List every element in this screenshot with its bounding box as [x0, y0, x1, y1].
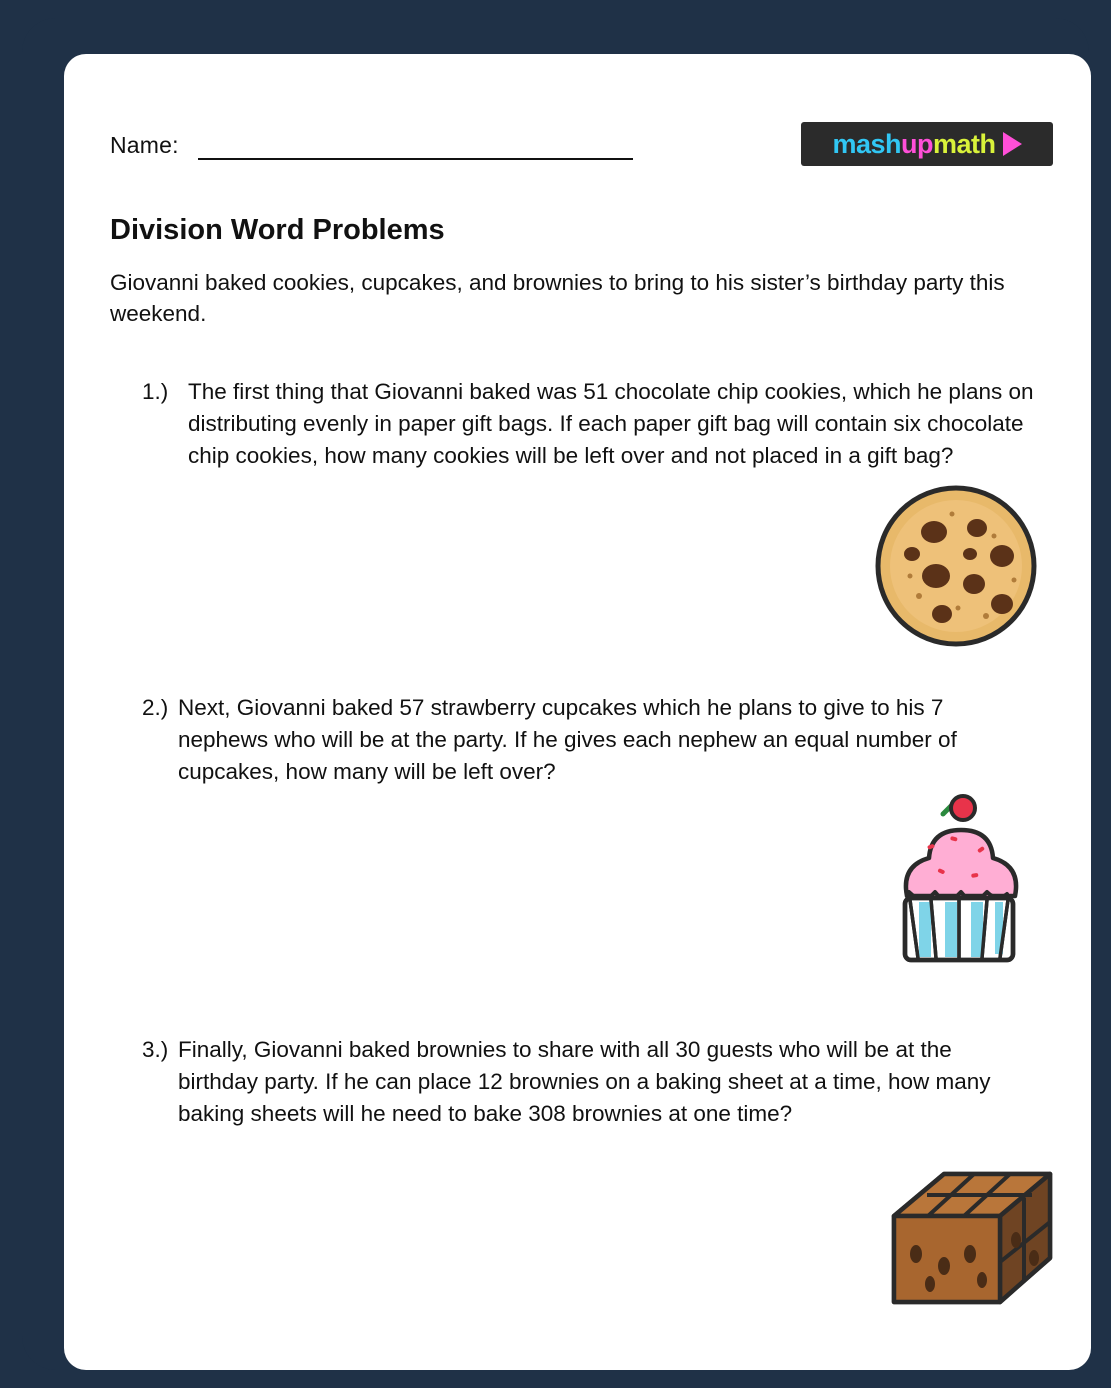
problem-number: 2.) [142, 695, 169, 720]
intro-paragraph: Giovanni baked cookies, cupcakes, and brownies to bring to his sister’s birthday party this weekend. [110, 270, 1005, 327]
page-title: Division Word Problems [110, 214, 445, 246]
logo-text-mash: mash [832, 128, 902, 159]
logo-text-up: up [901, 128, 934, 159]
brownie-icon [882, 1162, 1062, 1322]
mashup-math-logo [801, 122, 1053, 166]
worksheet-header [110, 122, 1053, 178]
worksheet-page-border [22, 18, 1089, 1370]
logo-text-math: math [933, 128, 996, 159]
name-label: Name: [110, 132, 179, 158]
name-input-line[interactable] [198, 158, 633, 160]
problem-text: The first thing that Giovanni baked was 51 chocolate chip cookies, which he plans on distributing evenly in paper gift bags. If each paper gift bag will contain six chocolate chip cookies, how many cookies will be left over and not placed in a gift bag? [188, 379, 1034, 468]
problem-number: 1.) [142, 379, 169, 404]
strawberry-cupcake-icon [879, 792, 1039, 977]
problem-text: Next, Giovanni baked 57 strawberry cupcakes which he plans to give to his 7 nephews who will be at the party. If he gives each nephew an equal number of cupcakes, how many will be left over? [178, 695, 957, 784]
problem-item [142, 692, 1037, 788]
problem-text: Finally, Giovanni baked brownies to share with all 30 guests who will be at the birthday party. If he can place 12 brownies on a baking sheet at a time, how many baking sheets will he need to bake 308 brownies at one time? [178, 1037, 991, 1126]
problem-item [142, 376, 1037, 472]
play-triangle-icon [1003, 132, 1022, 156]
problem-number: 3.) [142, 1037, 169, 1062]
chocolate-chip-cookie-icon [874, 484, 1039, 649]
worksheet-paper [64, 54, 1091, 1370]
problem-item [142, 1034, 1037, 1130]
